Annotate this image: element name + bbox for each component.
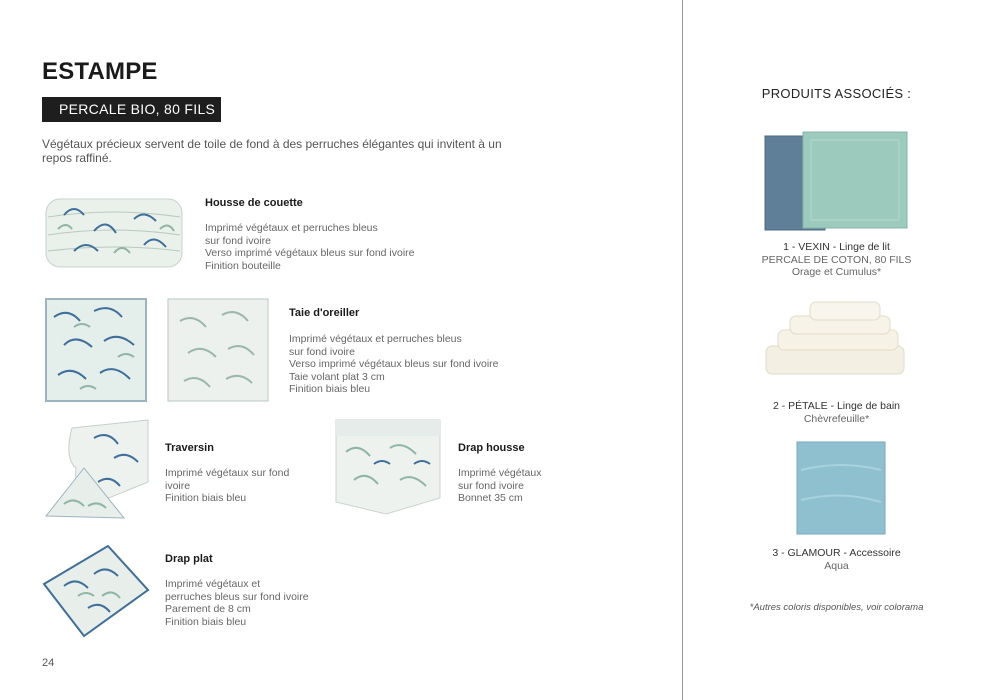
related-item-3-title: 3 - GLAMOUR - Accessoire [772, 547, 901, 559]
drap-housse-image [334, 418, 442, 516]
drap-housse-desc: Imprimé végétaux sur fond ivoire Bonnet 35 cm [458, 467, 542, 504]
related-item-2-title: 2 - PÉTALE - Linge de bain [772, 400, 901, 412]
related-item-3 [683, 547, 990, 572]
related-item-1 [683, 241, 990, 279]
housse-desc: Imprimé végétaux et perruches bleus sur fond ivoire Verso imprimé végétaux bleus sur fond ivoire Finition bouteille [205, 222, 415, 272]
drap-housse-name: Drap housse [458, 442, 525, 454]
drap-plat-image [42, 544, 150, 638]
related-item-2-colors: Chèvrefeuille* [803, 412, 870, 425]
related-item-1-material: PERCALE DE COTON, 80 FILS [761, 253, 912, 266]
page-number: 24 [42, 657, 55, 669]
drap-plat-name: Drap plat [165, 553, 213, 565]
related-item-2 [683, 400, 990, 425]
related-item-1-title: 1 - VEXIN - Linge de lit [783, 241, 890, 253]
related-item-1-colors: Orage et Cumulus* [791, 266, 882, 278]
housse-image [44, 195, 184, 271]
traversin-image [44, 418, 150, 520]
petale-image [764, 300, 906, 378]
related-heading: PRODUITS ASSOCIÉS : [761, 86, 912, 101]
collection-subtitle: PERCALE BIO, 80 FILS [42, 97, 221, 122]
taie-image-back [166, 297, 270, 403]
related-item-3-colors: Aqua [824, 559, 849, 572]
page-title: ESTAMPE [42, 58, 158, 85]
housse-name: Housse de couette [205, 197, 303, 209]
glamour-image [795, 440, 887, 536]
footnote: *Autres coloris disponibles, voir colorama [749, 602, 924, 613]
taie-desc: Imprimé végétaux et perruches bleus sur fond ivoire Verso imprimé végétaux bleus sur fond ivoire Taie volant plat 3 cm Finition biais bleu [289, 333, 499, 395]
taie-image-front [44, 297, 148, 403]
intro-text: Végétaux précieux servent de toile de fond à des perruches élégantes qui invitent à un repos raffiné. [42, 137, 502, 165]
page-divider [682, 0, 683, 700]
taie-name: Taie d'oreiller [289, 307, 360, 319]
traversin-desc: Imprimé végétaux sur fond ivoire Finition biais bleu [165, 467, 290, 504]
drap-plat-desc: Imprimé végétaux et perruches bleus sur fond ivoire Parement de 8 cm Finition biais bleu [165, 578, 309, 628]
vexin-image [763, 130, 909, 234]
traversin-name: Traversin [165, 442, 214, 454]
